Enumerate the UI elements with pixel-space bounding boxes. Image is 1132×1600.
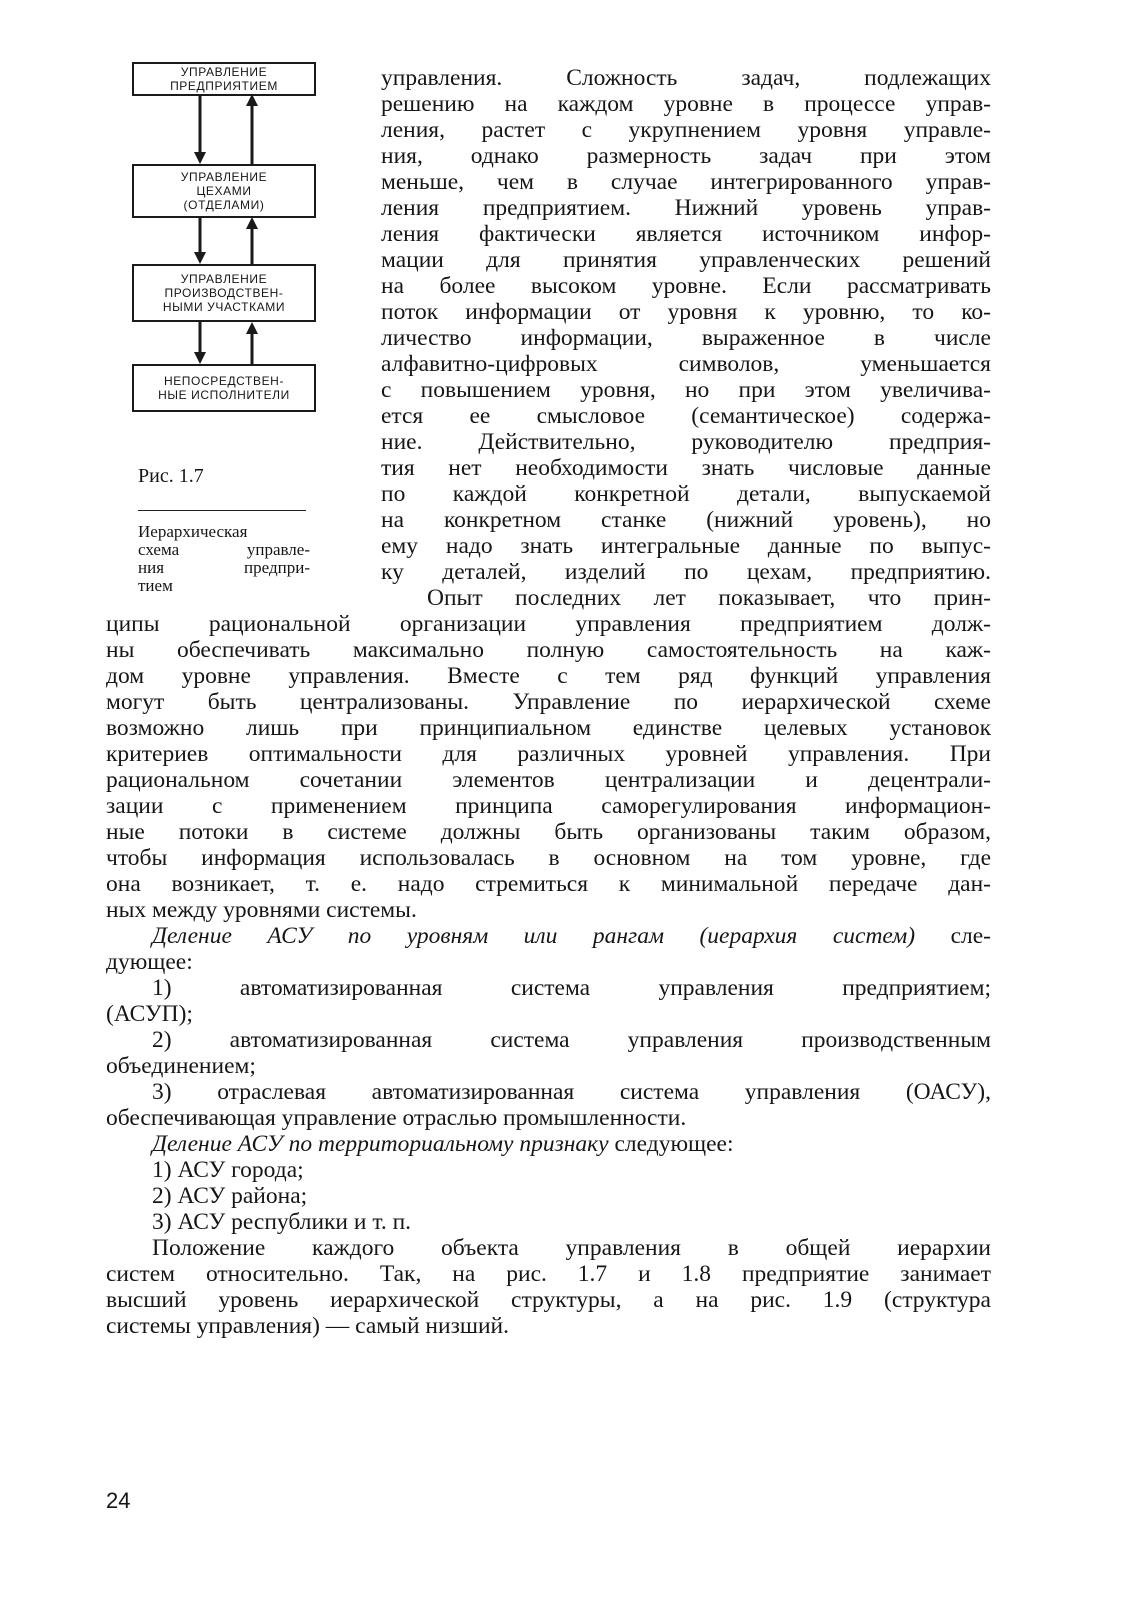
levels-item-1: 1) автоматизированная система управления предприятием; <box>152 975 991 1001</box>
territory-item-1: 1) АСУ города; <box>152 1157 304 1183</box>
figure-title: Иерархическая схема управле- ния предпри- тием <box>138 522 310 595</box>
levels-item-2: 2) автоматизированная система управления производственным <box>152 1027 991 1053</box>
figure-caption <box>138 464 310 595</box>
figure-label: Рис. 1.7 <box>138 465 204 487</box>
box-production-sites-management: УПРАВЛЕНИЕ ПРОИЗВОДСТВЕН- НЫМИ УЧАСТКАМИ <box>132 264 316 322</box>
hierarchy-diagram <box>128 62 324 434</box>
territory-item-3: 3) АСУ республики и т. п. <box>152 1209 412 1235</box>
right-column-text: управления. Сложность задач, подлежащих решению на каждом уровне в процессе управ- ления, растет с укрупнением уровня управле- ния, однако размерность задач при этом меньше, чем в случае интегрированного управ- ления предприятием. Нижний уровень управ- ления фактически является источником инфор- мации для принятия управленческих решений на более высоком уровне. Если рассматривать поток информации от уровня к уровню, то ко- личество информации, выраженное в числе алфавитно-цифровых символов, уменьшается с повышением уровня, но при этом увеличива- ется ее смысловое (семантическое) содержа- ние. Действительно, руководителю предприя- тия нет необходимости знать числовые данные по каждой конкретной детали, выпускаемой на конкретном станке (нижний уровень), но ему надо знать интегральные данные по выпус- ку деталей, изделий по цехам, предприятию. Опыт последних лет показывает, что прин- <box>381 65 991 611</box>
caption-divider <box>138 510 306 511</box>
box-workshop-management: УПРАВЛЕНИЕ ЦЕХАМИ (ОТДЕЛАМИ) <box>132 164 316 218</box>
territory-heading: Деление АСУ по территориальному признаку следующее: <box>152 1131 734 1157</box>
box-enterprise-management: УПРАВЛЕНИЕ ПРЕДПРИЯТИЕМ <box>132 62 316 96</box>
box-direct-executors: НЕПОСРЕДСТВЕН- НЫЕ ИСПОЛНИТЕЛИ <box>132 364 316 412</box>
levels-heading: Деление АСУ по уровням или рангам (иерархия систем) сле- <box>152 923 991 949</box>
territory-item-2: 2) АСУ района; <box>152 1183 308 1209</box>
page-number: 24 <box>106 1488 131 1513</box>
body-text: ципы рациональной организации управления предприятием долж- ны обеспечивать максимально полную самостоятельность на каж- дом уровне управления. Вместе с тем ряд функций управления могут быть централизованы. Управление по иерархической схеме возможно лишь при принципиальном единстве целевых установок критериев оптимальности для различных уровней управления. При рациональном сочетании элементов централизации и децентрали- зации с применением принципа саморегулирования информацион- ные потоки в системе должны быть организованы таким образом, чтобы информация использовалась в основном на том уровне, где она возникает, т. е. надо стремиться к минимальной передаче дан- ных между уровнями системы. Деление АСУ по уровням или рангам (иерархия систем) сле- дующее: 1) автоматизированная система управления предприятием; (АСУП); 2) автоматизированная система управления производственным объединением; 3) отраслевая автоматизированная система управления (ОАСУ), обеспечивающая управление отраслью промышленности. Деление АСУ по территориальному признаку следующее: 1) АСУ города; 2) АСУ района; 3) АСУ республики и т. п. Положение каждого объекта управления в общей иерархии систем относительно. Так, на рис. 1.7 и 1.8 предприятие занимает высший уровень иерархической структуры, а на рис. 1.9 (структура системы управления) — самый низший. <box>106 611 991 1339</box>
levels-item-3: 3) отраслевая автоматизированная система управления (ОАСУ), <box>152 1079 991 1105</box>
